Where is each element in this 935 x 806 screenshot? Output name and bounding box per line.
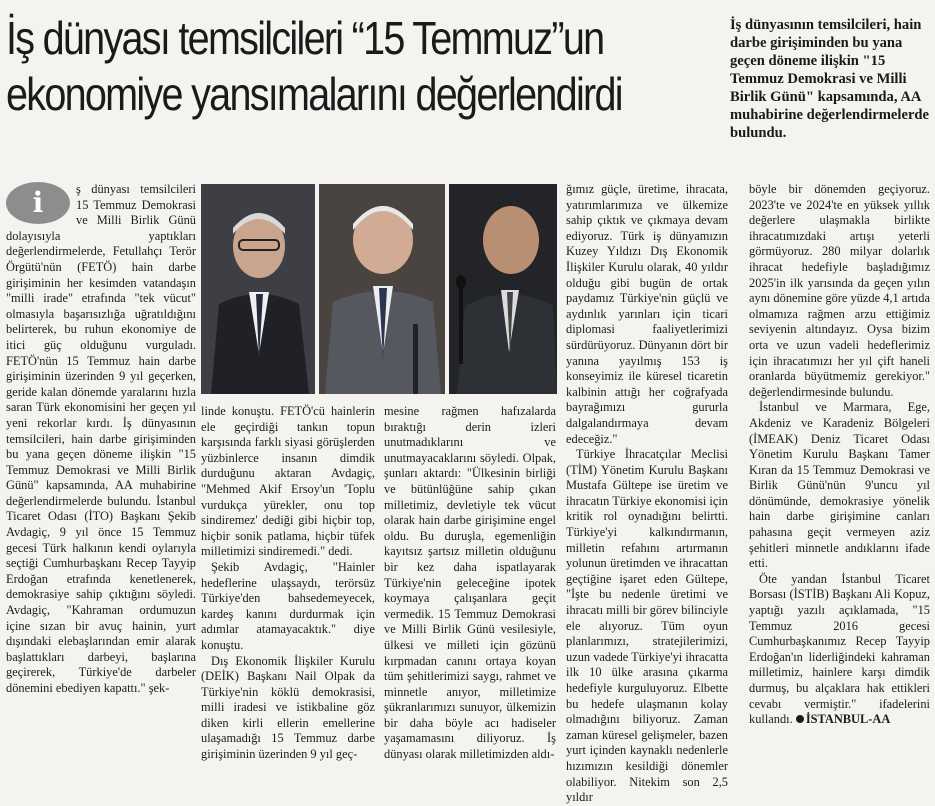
column-4: [566, 182, 728, 805]
byline-signature: İSTANBUL-AA: [805, 712, 891, 727]
paragraph: Öte yandan İstanbul Ticaret Borsası (İSTİB) Başkanı Ali Kopuz, yaptığı yazılı açıklamada, "15 Temmuz 2016 gecesi Cumhurbaşkanımız Recep Tayyip Erdoğan'ın liderliğindeki kahraman milletimiz, hainlere karşı dimdik durmuş, bu alçaklara hak ettikleri cevabı vermiştir." ifadelerini kullandı. İSTANBUL-AA: [749, 571, 930, 727]
portrait-photo-3: [449, 184, 557, 394]
portrait-photo-2: [319, 184, 445, 394]
photo-strip: [201, 184, 557, 394]
headline: İş dünyası temsilcileri “15 Temmuz”un ekonomiye yansımalarını değerlendirdi: [6, 12, 622, 120]
paragraph: Türkiye İhracatçılar Meclisi (TİM) Yönetim Kurulu Başkanı Mustafa Gültepe ise üretim ve ihracatın Türkiye ekonomisi için kritik rol oynadığını belirtti. Türkiye'yi kalkındırmanın, milletin refahını artırmanın yolunun üretimden ve ihracattan geçtiğine işaret eden Gültepe, "İşte bu nedenle üretimi ve ihracatı milli bir görev bilinciyle ele alıyoruz. Tüm oyun planlarımızı, stratejilerimizi, uzun vadede Türkiye'yi ihracatta ilk 10 ülke arasına çıkarma hedefiyle kurguluyoruz. Elbette bu hedefe ulaşmanın kolay olmadığını biliyoruz. Zaman zaman küresel gelişmeler, bazen yurt içinden kaynaklı nedenlerle hızımızın kesildiği dönemler olabiliyor. Nitekim son 2,5 yıldır: [566, 447, 728, 805]
info-icon: i: [6, 182, 70, 224]
column-1: [6, 182, 196, 758]
paragraph: ğımız güçle, üretime, ihracata, yatırımlarımıza ve ülkemize sahip çıktık ve çıkmaya devam ediyoruz. Türk iş dünyamızın Kuzey Yıldızı Dış Ekonomik İlişkiler Kurulu olarak, 40 yıldır olduğu gibi bugün de ortak paydamız Türkiye'nin güçlü ve aydınlık yarınları için ticari diplomasi faaliyetlerimizi sürdürüyoruz. Dünyanın dört bir yanına yayılmış 153 iş konseyimiz ile küresel ticaretin kalbinin attığı her coğrafyada bayrağımızı gururla dalgalandırmaya devam edeceğiz.": [566, 182, 728, 446]
paragraph: mesine rağmen hafızalarda bıraktığı derin izleri unutmadıklarını ve unutmayacaklarını söyledi. Olpak, şunları aktardı: "Ülkesinin birliği ve bütünlüğüne sahip çıkan milletimiz, devletiyle tek vücut olarak hain darbe girişimine engel oldu. Bu duruşla, egemenliğin kayıtsız şartsız milletin olduğunu bir kez daha ispatlayarak Türkiye'nin geleceğine ipotek koymaya çalışanlara geçit vermedik. 15 Temmuz Demokrasi ve Milli Birlik Günü vesilesiyle, ülkesi ve milleti için gözünü kırpmadan canını ortaya koyan tüm şehitlerimizi saygı, rahmet ve minnetle anıyor, milletimize şükranlarımızı sunuyor, ülkemizin bir daha böyle acı hadiseler yaşamamasını diliyoruz. İş dünyası olarak milletimizden aldı-: [384, 404, 556, 762]
portrait-photo-1: [201, 184, 315, 394]
paragraph: böyle bir dönemden geçiyoruz. 2023'te ve 2024'te en yüksek yıllık değerlere ulaşmakla birlikte ihracatımızdaki artışı yeterli görmüyoruz. 280 milyar dolarlık ihracat hedefiyle başladığımız 2025'in ilk yarısında da geçen yılın aynı dönemine göre yüzde 4,1 artıda olmamıza rağmen arzu ettiğimiz seviyenin altındayız. Oysa bizim orta ve uzun vadeli hedeflerimiz için ihracatımızı her yıl çift haneli oranlarda büyütmemiz gerekiyor." değerlendirmesinde bulundu.: [749, 182, 930, 399]
paragraph: linde konuştu. FETÖ'cü hainlerin ele geçirdiği tankın topun karşısında farklı siyasi görüşlerden yüzbinlerce insanın dimdik durduğunu aktaran Avdagiç, "Mehmed Akif Ersoy'un 'Toplu vurdukça yürekler, onu top sindiremez' dediği gibi hiçbir top, hiçbir sonik patlama, hiçbir tüfek milletimizi sindiremedi." dedi.: [201, 404, 375, 559]
bullet-icon: [796, 715, 804, 723]
column-5: [749, 182, 930, 758]
paragraph: Şekib Avdagiç, "Hainler hedeflerine ulaşsaydı, terörsüz Türkiye'den bahsedemeyecek, kardeş kanını durdurmak için adımlar atamayacaktık." diye konuştu.: [201, 559, 375, 652]
column-2: [201, 404, 375, 762]
paragraph: Dış Ekonomik İlişkiler Kurulu (DEİK) Başkanı Nail Olpak da Türkiye'nin köklü demokrasisi, milli iradesi ve istikbaline göz diken kirli ellerin emellerine ulaşamadığı 15 Temmuz darbe girişiminin üzerinden 9 yıl geç-: [201, 653, 375, 762]
article-deck: İş dünyasının temsilcileri, hain darbe girişiminden bu yana geçen döneme ilişkin "15 Temmuz Demokrasi ve Milli Birlik Günü" kapsamında, AA muhabirine değerlendirmelerde bulundu.: [730, 17, 930, 141]
paragraph: İstanbul ve Marmara, Ege, Akdeniz ve Karadeniz Bölgeleri (İMEAK) Deniz Ticaret Odası Yönetim Kurulu Başkanı Tamer Kıran da 15 Temmuz Demokrasi ve Birlik Günü'nün 9'uncu yıl dönümünde, demokrasiye yönelik hain darbe girişimine canları pahasına geçit vermeyen aziz şehitleri minnetle andıklarını ifade etti.: [749, 400, 930, 571]
paragraph: ş dünyası temsilcileri 15 Temmuz Demokrasi ve Milli Birlik Günü dolayısıyla yaptıkları değerlendirmelerde, Fetullahçı Terör Örgütü'nün (FETÖ) hain darbe girişiminin her kesimden vatandaşın "milli irade" etrafında "tek vücut" olmasıyla başarısızlığa uğratıldığını belirterek, bu ruhun ekonomiye de itici güç olduğunu vurguladı. FETÖ'nün 15 Temmuz hain darbe girişiminin üzerinden 9 yıl geçerken, geride kalan dönemde yaralarını hızla saran Türk ekonomisini her geçen yıl yeni rekorlar kırdı. İş dünyasının temsilcileri, hain darbe girişiminden bu yana geçen döneme ilişkin "15 Temmuz Demokrasi ve Milli Birlik Günü" kapsamında, AA muhabirine değerlendirmelerde bulundu. İstanbul Ticaret Odası (İTO) Başkanı Şekib Avdagiç, 9 yıl önce 15 Temmuz gecesi Türk halkının kendi oylarıyla seçtiği Cumhurbaşkanı Recep Tayyip Erdoğan etrafında kenetlenerek, demokrasiye sahip çıktığını söyledi. Avdagiç, "Kahraman ordumuzun içine sızan bir avuç hainin, yurt dışındaki elebaşlarından emir alarak başlattıkları darbeyi, başlarına geçirerek, Türkiye'de darbeler dönemini ebediyen kapattı." şek-: [6, 182, 196, 695]
column-3: [384, 404, 556, 762]
